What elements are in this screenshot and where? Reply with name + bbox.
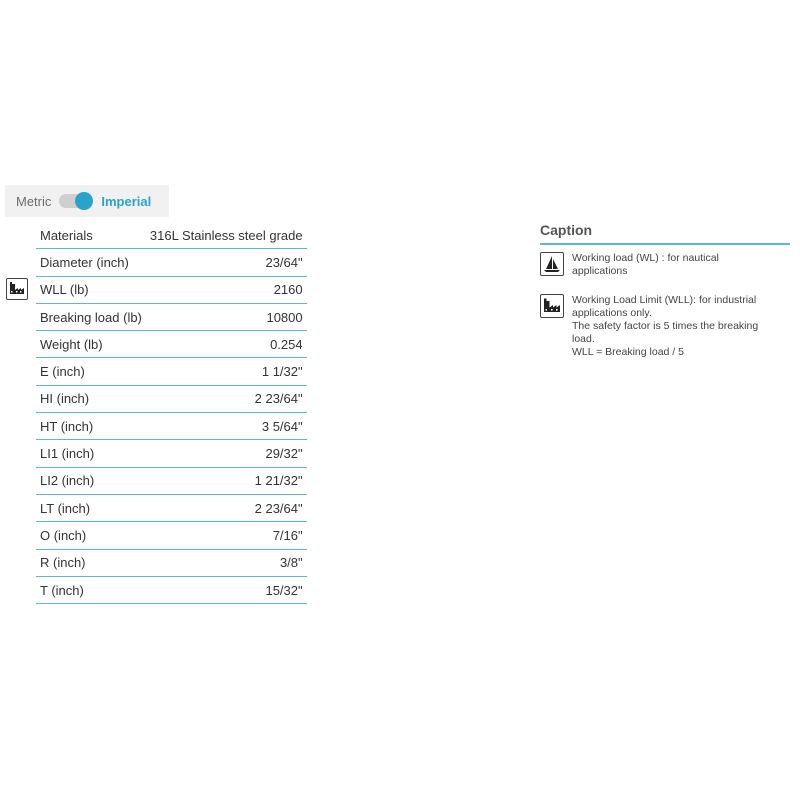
caption-line: applications only. [572,307,652,319]
spec-row [36,249,307,276]
spec-label: LI2 (inch) [36,467,146,494]
spec-label: T (inch) [36,576,146,603]
spec-row [36,276,307,303]
spec-label: WLL (lb) [36,276,146,303]
caption-line: Working load (WL) : for nautical [572,252,719,264]
spec-label: Materials [36,222,146,249]
caption-text-industrial [572,294,758,359]
caption-title: Caption [540,222,790,245]
metric-option[interactable]: Metric [16,193,52,209]
spec-value: 0.254 [146,331,307,358]
spec-value: 2160 [146,276,307,303]
spec-value: 3 5/64" [146,413,307,440]
spec-label: Diameter (inch) [36,249,146,276]
spec-value: 7/16" [146,522,307,549]
factory-icon [6,278,28,300]
caption-item-industrial [540,294,790,359]
spec-label: O (inch) [36,522,146,549]
spec-row [36,576,307,603]
caption-panel [540,222,790,359]
spec-value: 29/32" [146,440,307,467]
spec-row [36,385,307,412]
imperial-option[interactable]: Imperial [101,193,152,209]
spec-value: 3/8" [146,549,307,576]
caption-item-nautical [540,252,790,278]
spec-label: R (inch) [36,549,146,576]
spec-label: E (inch) [36,358,146,385]
spec-value: 23/64" [146,249,307,276]
spec-row [36,440,307,467]
spec-row [36,467,307,494]
caption-line: load. [572,333,595,345]
caption-line: The safety factor is 5 times the breaking [572,320,759,332]
switch-knob [75,192,93,210]
spec-label: LI1 (inch) [36,440,146,467]
spec-label: Breaking load (lb) [36,303,146,330]
caption-text-nautical [572,252,719,278]
spec-row [36,549,307,576]
spec-value: 2 23/64" [146,494,307,521]
factory-icon [540,294,564,318]
caption-line: WLL = Breaking load / 5 [572,346,684,358]
sailboat-icon [540,252,564,276]
spec-row [36,522,307,549]
spec-row [36,331,307,358]
spec-value: 1 21/32" [146,467,307,494]
unit-toggle [5,185,169,217]
spec-value: 1 1/32" [146,358,307,385]
spec-row [36,303,307,330]
caption-line: applications [572,265,628,277]
specs-table [36,222,307,604]
spec-label: HT (inch) [36,413,146,440]
spec-row [36,358,307,385]
caption-line: Working Load Limit (WLL): for industrial [572,294,757,306]
spec-row [36,413,307,440]
spec-value: 15/32" [146,576,307,603]
spec-label: HI (inch) [36,385,146,412]
spec-row [36,494,307,521]
spec-value: 2 23/64" [146,385,307,412]
spec-value: 316L Stainless steel grade [146,222,307,249]
spec-label: Weight (lb) [36,331,146,358]
spec-label: LT (inch) [36,494,146,521]
spec-row [36,222,307,249]
unit-switch[interactable] [59,194,91,208]
spec-value: 10800 [146,303,307,330]
